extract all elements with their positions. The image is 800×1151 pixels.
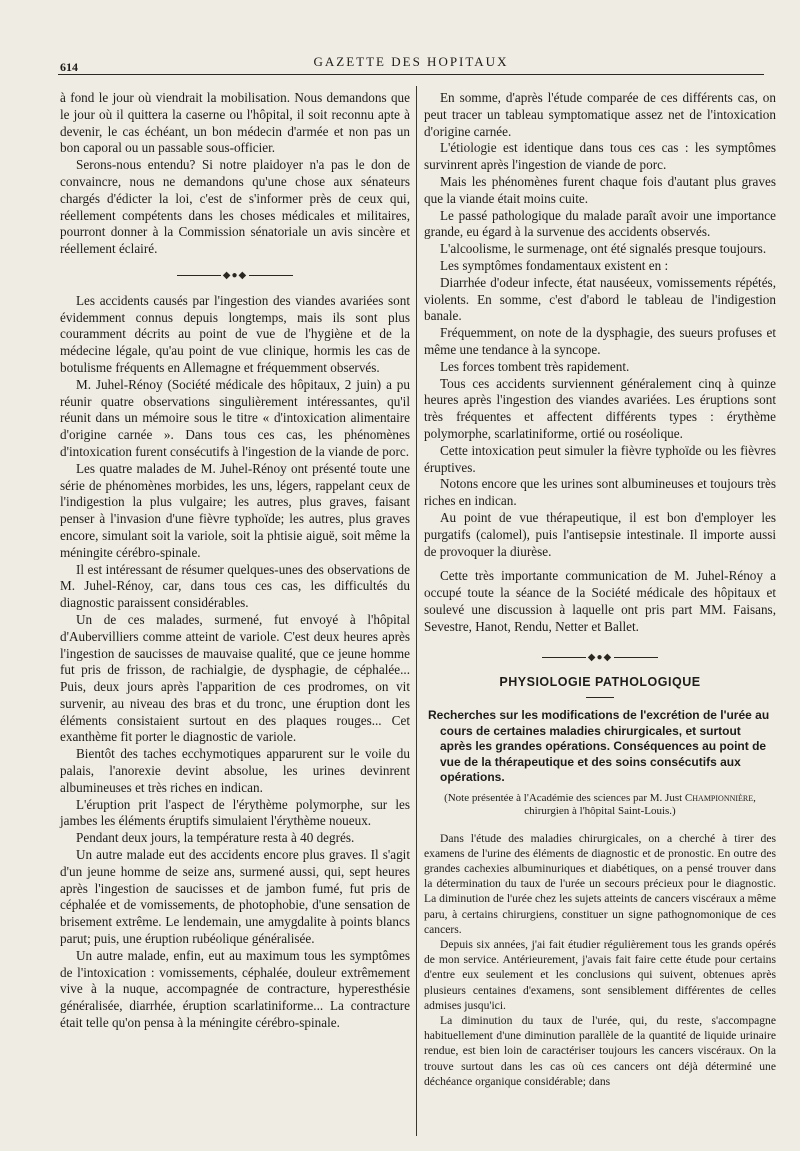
page-header — [58, 52, 764, 75]
paragraph: Tous ces accidents surviennent généralement cinq à quinze heures après l'ingestion des viandes avariées. Les éruptions sont très fréquentes et affectent différents types : érythème polymorphe, scarlatiniforme, ortié ou roséolique. — [424, 375, 776, 441]
section-heading: PHYSIOLOGIE PATHOLOGIQUE — [499, 675, 701, 690]
journal-title: GAZETTE DES HOPITAUX — [313, 54, 509, 69]
paragraph: Dans l'étude des maladies chirurgicales, on a cherché à tirer des examens de l'urine des éléments de diagnostic et de pronostic. En outre des grandes cachexies albuminuriques et diabétiques, on a pensé trouver dans la détermination du taux de l'urée un secours précieux pour le diagnostic. La diminution de l'urée chez les sujets atteints de cancers viscéraux a même paru, à certains chirurgiens, constituer un signe pathognomonique de ces cancers. — [424, 831, 776, 936]
paragraph: Serons-nous entendu? Si notre plaidoyer n'a pas le don de convaincre, nous ne demandons qu'une chose aux sénateurs chargés d'édicter la loi, c'est de s'informer près de ceux qui, réellement compétents dans les choses médicales et militaires, pourront donner à la Commission sénatoriale un avis sincère et réellement éclairé. — [60, 157, 410, 257]
paragraph: Les quatre malades de M. Juhel-Rénoy ont présenté toute une série de phénomènes morbides, les uns, légers, rappelant ceux de l'indigestion la plus vulgaire; les autres, plus graves, faisant penser à l'invasion d'une fièvre typhoïde; les autres, plus graves encore, simulant soit la variole, soit la phtisie aiguë, soit même la méningite cérébro-spinale. — [60, 460, 410, 560]
paragraph: Il est intéressant de résumer quelques-unes des observations de M. Juhel-Rénoy, car, dans tous ces cas, les difficultés du diagnostic paraissent considérables. — [60, 561, 410, 611]
right-column — [424, 90, 776, 1089]
paragraph: Un de ces malades, surmené, fut envoyé à l'hôpital d'Aubervilliers comme atteint de variole. C'est deux heures après l'ingestion de saucisses de mauvaise qualité, que ce jeune homme fut pris de frisson, de rachialgie, de dysphagie, de céphalée... Puis, deux jours après l'apparition de ces prodromes, on vit survenir, au niveau des bras et du tronc, une éruption dont les éléments consistaient surtout en des plaques rouges... Cet exanthème fit porter le diagnostic de variole. — [60, 611, 410, 745]
paragraph: Pendant deux jours, la température resta à 40 degrés. — [76, 830, 355, 846]
ornament-separator: ◆●◆ — [60, 268, 410, 285]
paragraph: Diarrhée d'odeur infecte, état nauséeux, vomissements répétés, violents. En somme, c'est d'abord le tableau de l'indigestion banale. — [424, 274, 776, 324]
paragraph: Les accidents causés par l'ingestion des viandes avariées sont évidemment connus depuis longtemps, mais ils sont plus couramment décrits au point de vue de l'hygiène et de la médecine légale, qu'au point de vue clinique, hormis les cas de botulisme fréquents en Allemagne et fréquemment observés. — [60, 292, 410, 375]
note-prefix: (Note présentée à l'Académie des sciences par M. Just — [444, 791, 683, 804]
paragraph: Depuis six années, j'ai fait étudier régulièrement tous les grands opérés de mon service. Antérieurement, j'avais fait faire cette étude pour certains d'entre eux seulement et les conclusions qui suivent, obtenues après plusieurs centaines d'examens, sont sensiblement différentes de celles admises jusqu'ici. — [424, 938, 776, 1012]
paragraph: Un autre malade, enfin, eut au maximum tous les symptômes de l'intoxication : vomissements, céphalée, douleur extrêmement vive à la nuque, accompagnée de contracture, hyperesthésie généralisée, diarrhée, éruption scarlatiniforme... La contracture était telle qu'on pensa à la méningite cérébro-spinale. — [60, 947, 410, 1031]
paragraph: Notons encore que les urines sont albumineuses et toujours très riches en indican. — [424, 476, 776, 509]
paragraph: Mais les phénomènes furent chaque fois d'autant plus graves que la viande était moins cuite. — [424, 173, 776, 206]
left-column — [60, 90, 410, 1032]
paragraph: L'alcoolisme, le surmenage, ont été signalés presque toujours. — [440, 241, 767, 257]
paragraph: La diminution du taux de l'urée, qui, du reste, s'accompagne habituellement d'une diminution parallèle de la quantité de liquide urinaire rendue, est bien loin de caractériser toujours les cancers viscéraux. On la trouve surtout dans les cas où ces cancers ont déjà déterminé une déchéance organique considérable; dans — [424, 1014, 776, 1088]
article-note — [424, 792, 776, 819]
ornament-separator: ◆●◆ — [424, 650, 776, 667]
paragraph: L'éruption prit l'aspect de l'érythème polymorphe, sur les jambes les éléments éruptifs simulaient l'érythème noueux. — [60, 796, 410, 829]
paragraph: En somme, d'après l'étude comparée de ces différents cas, on peut tracer un tableau symptomatique assez net de l'intoxication d'origine carnée. — [424, 90, 776, 139]
paragraph: L'étiologie est identique dans tous ces cas : les symptômes survinrent après l'ingestion de viande de porc. — [424, 140, 776, 173]
paragraph: M. Juhel-Rénoy (Société médicale des hôpitaux, 2 juin) a pu réunir quatre observations singulièrement intéressantes, qu'il réunit dans un mémoire sous le titre « d'intoxication alimentaire d'origine carnée ». Dans tous ces cas, les phénomènes d'intoxication furent consécutifs à l'ingestion de la viande de porc. — [60, 376, 410, 459]
article-title: Recherches sur les modifications de l'excrétion de l'urée au cours de certaines maladies chirurgicales, et surtout après les grandes opérations. Conséquences au point de vue de la thérapeutique et des soins consécutifs aux opérations. — [428, 708, 770, 785]
note-suffix: chirurgien à l'hôpital Saint-Louis.) — [524, 805, 676, 818]
paragraph: Bientôt des taches ecchymotiques apparurent sur le voile du palais, l'anorexie devint absolue, les urines devinrent albumineuses et très riches en indican. — [60, 746, 410, 795]
paragraph: Les forces tombent très rapidement. — [440, 358, 630, 374]
column-divider — [416, 86, 417, 1136]
paragraph: à fond le jour où viendrait la mobilisation. Nous demandons que le jour où il quittera la caserne ou l'hôpital, il soit reconnu apte à devenir, le cas échéant, un bon médecin d'armée et non pas un bon caporal ou un passable sous-officier. — [60, 90, 410, 156]
paragraph: Fréquemment, on note de la dysphagie, des sueurs profuses et même une tendance à la syncope. — [424, 325, 776, 357]
paragraph: Un autre malade eut des accidents encore plus graves. Il s'agit d'un jeune homme de seize ans, surmené aussi, qui, sept heures après l'ingestion de saucisses et de jambon fumé, fut pris de céphalée et de vomissements, de photophobie, d'une sensation de brisement extrême. Le lendemain, une amygdalite à points blancs parut; puis, une éruption rubéolique généralisée. — [60, 847, 410, 947]
paragraph: Cette intoxication peut simuler la fièvre typhoïde ou les fièvres éruptives. — [424, 442, 776, 475]
short-rule — [586, 697, 614, 698]
paragraph: Les symptômes fondamentaux existent en : — [440, 257, 669, 273]
page-number: 614 — [60, 60, 78, 74]
paragraph: Au point de vue thérapeutique, il est bon d'employer les purgatifs (calomel), puis l'antisepsie intestinale. Il importe aussi de provoquer la diurèse. — [424, 509, 776, 559]
note-author: Championnière, — [684, 791, 756, 804]
paragraph: Le passé pathologique du malade paraît avoir une importance grande, eu égard à la survenue des accidents observés. — [424, 207, 776, 240]
paragraph: Cette très importante communication de M. Juhel-Rénoy a occupé toute la séance de la Société médicale des hôpitaux et soulevé une discussion à laquelle ont pris part MM. Faisans, Sevestre, Hanot, Rendu, Netter et Ballet. — [424, 568, 776, 634]
